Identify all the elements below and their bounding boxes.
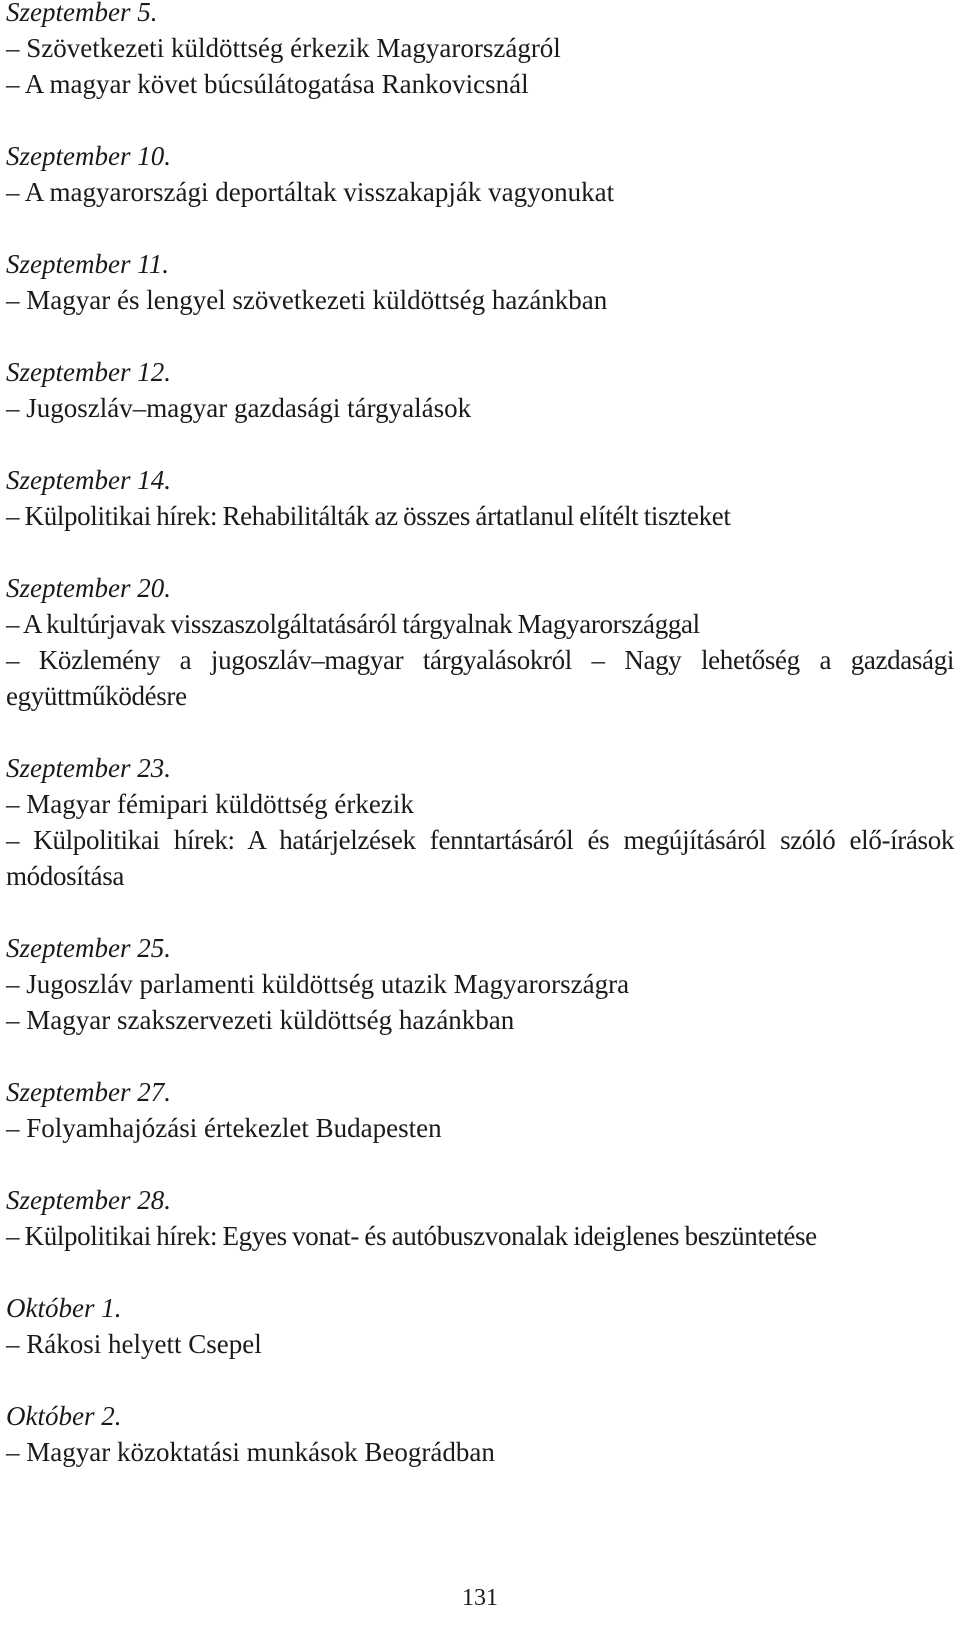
news-item: – A kultúrjavak visszaszolgáltatásáról tárgyalnak Magyarországgal: [6, 609, 700, 639]
entry-szeptember-5: [6, 0, 954, 102]
news-item: – Jugoszláv parlamenti küldöttség utazik Magyarországra: [6, 969, 630, 999]
entry-date: Szeptember 12.: [6, 357, 171, 387]
news-item: – Folyamhajózási értekezlet Budapesten: [6, 1113, 442, 1143]
news-item: – A magyar követ búcsúlátogatása Rankovicsnál: [6, 69, 529, 99]
entry-szeptember-27: [6, 1074, 954, 1146]
entry-oktober-2: [6, 1398, 954, 1470]
news-item: – Magyar közoktatási munkások Beográdban: [6, 1437, 495, 1467]
news-item: – Szövetkezeti küldöttség érkezik Magyarországról: [6, 33, 561, 63]
news-item: – A magyarországi deportáltak visszakapják vagyonukat: [6, 177, 615, 207]
entry-date: Szeptember 25.: [6, 933, 171, 963]
entry-date: Október 1.: [6, 1293, 122, 1323]
entry-date: Szeptember 11.: [6, 249, 169, 279]
entry-szeptember-12: [6, 354, 954, 426]
entry-szeptember-14: [6, 462, 954, 534]
entry-szeptember-10: [6, 138, 954, 210]
entry-szeptember-23: [6, 750, 954, 894]
news-item: – Közlemény a jugoszláv–magyar tárgyalásokról – Nagy lehetőség a gazdasági együttműködésre: [6, 645, 954, 711]
entry-szeptember-20: [6, 570, 954, 714]
news-item: – Külpolitikai hírek: Egyes vonat- és autóbuszvonalak ideiglenes beszüntetése: [6, 1221, 817, 1251]
entry-oktober-1: [6, 1290, 954, 1362]
entry-szeptember-11: [6, 246, 954, 318]
page-number: 131: [462, 1585, 498, 1611]
news-item: – Rákosi helyett Csepel: [6, 1329, 262, 1359]
entry-date: Szeptember 14.: [6, 465, 171, 495]
news-item: – Magyar fémipari küldöttség érkezik: [6, 789, 414, 819]
entry-date: Szeptember 23.: [6, 753, 171, 783]
entry-date: Október 2.: [6, 1401, 122, 1431]
news-item: – Magyar és lengyel szövetkezeti küldöttség hazánkban: [6, 285, 608, 315]
entry-szeptember-25: [6, 930, 954, 1038]
entry-szeptember-28: [6, 1182, 954, 1254]
entry-date: Szeptember 10.: [6, 141, 171, 171]
entry-date: Szeptember 5.: [6, 0, 158, 27]
entry-date: Szeptember 20.: [6, 573, 171, 603]
entry-date: Szeptember 28.: [6, 1185, 171, 1215]
news-item: – Külpolitikai hírek: A határjelzések fenntartásáról és megújításáról szóló elő-írások módosítása: [6, 825, 954, 891]
news-item: – Jugoszláv–magyar gazdasági tárgyalások: [6, 393, 472, 423]
entry-date: Szeptember 27.: [6, 1077, 171, 1107]
news-item: – Magyar szakszervezeti küldöttség hazánkban: [6, 1005, 515, 1035]
news-item: – Külpolitikai hírek: Rehabilitálták az összes ártatlanul elítélt tiszteket: [6, 501, 731, 531]
chronology-page: [6, 0, 954, 1470]
